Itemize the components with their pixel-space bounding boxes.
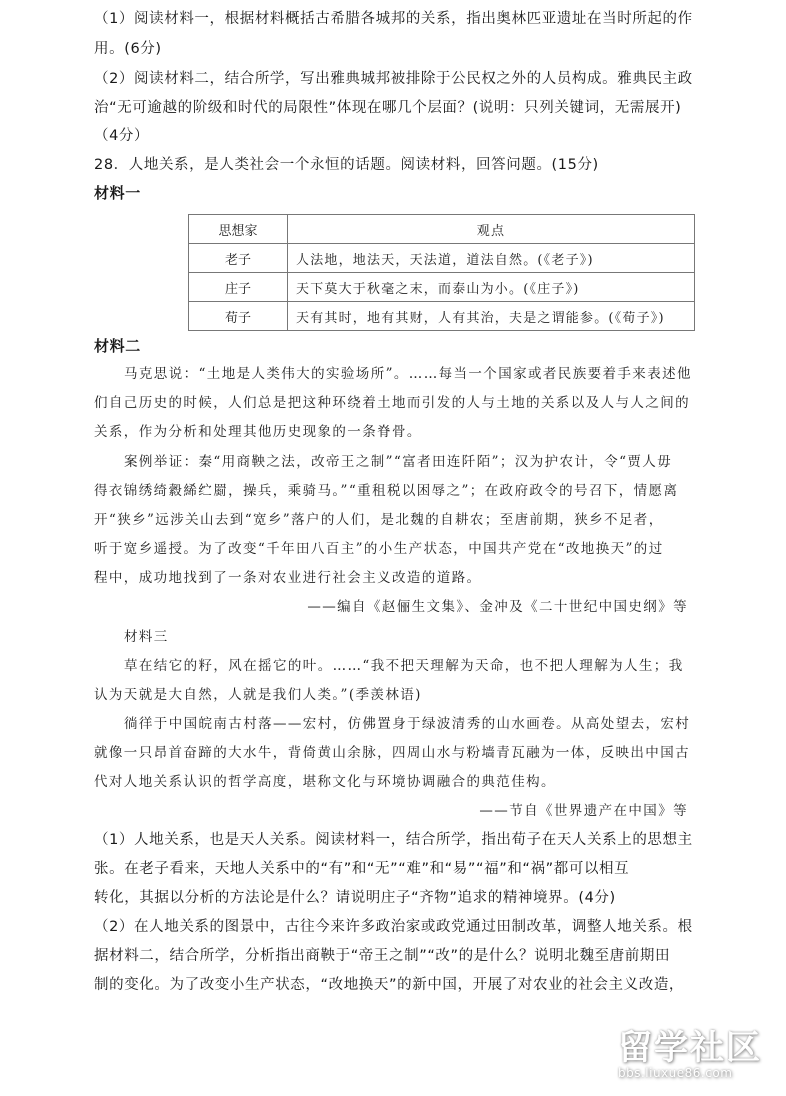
- q28-sub1-line: （1）人地关系，也是天人关系。阅读材料一，结合所学，指出荀子在天人关系上的思想主: [94, 832, 693, 848]
- watermark-logo-text: 留学社区: [618, 1028, 762, 1068]
- table-header-thinker: 思想家: [189, 215, 288, 244]
- table-row: [189, 244, 695, 273]
- table-cell-thinker: 庄子: [189, 273, 288, 302]
- material2-line: 马克思说：“土地是人类伟大的实验场所”。……每当一个国家或者民族要着手来表述他: [124, 366, 692, 382]
- material3-heading: 材料三: [124, 629, 169, 645]
- material2-line: 们自己历史的时候，人们总是把这种环绕着土地而引发的人与土地的关系以及人与人之间的: [94, 395, 690, 411]
- q28-sub2-line: （2）在人地关系的图景中，古往今来许多政治家或政党通过田制改革，调整人地关系。根: [94, 919, 693, 935]
- table-cell-viewpoint: 天下莫大于秋毫之末，而泰山为小。(《庄子》): [288, 273, 695, 302]
- table-cell-viewpoint: 天有其时，地有其财，人有其治，夫是之谓能参。(《荀子》): [288, 302, 695, 331]
- table-header-row: [189, 215, 695, 244]
- q27-sub1-line1: （1）阅读材料一，根据材料概括古希腊各城邦的关系，指出奥林匹亚遗址在当时所起的作: [94, 11, 693, 27]
- site-watermark: [618, 1030, 778, 1090]
- q27-sub2-line2: 治“无可逾越的阶级和时代的局限性”体现在哪几个层面？(说明：只列关键词，无需展开): [94, 100, 682, 116]
- material3-line: 认为天就是大自然，人就是我们人类。”(季羡林语): [94, 687, 422, 703]
- q27-sub2-line3: （4分）: [94, 128, 150, 144]
- material2-heading: 材料二: [94, 337, 141, 355]
- q28-sub1-line: 张。在老子看来，天地人关系中的“有”和“无”“难”和“易”“福”和“祸”都可以相互: [94, 861, 630, 877]
- material1-heading: 材料一: [94, 184, 141, 202]
- material2-line: 关系，作为分析和处理其他历史现象的一条脊骨。: [94, 424, 422, 440]
- q28-stem: 28．人地关系，是人类社会一个永恒的话题。阅读材料，回答问题。(15分): [94, 157, 599, 173]
- q28-sub2-line: 制的变化。为了改变小生产状态，“改地换天”的新中国，开展了对农业的社会主义改造，: [94, 977, 685, 993]
- material2-line: 听于宽乡遥授。为了改变“千年田八百主”的小生产状态，中国共产党在“改地换天”的过: [94, 541, 664, 557]
- q27-sub2-line1: （2）阅读材料二，结合所学，写出雅典城邦被排除于公民权之外的人员构成。雅典民主政: [94, 71, 693, 87]
- material2-line: 程中，成功地找到了一条对农业进行社会主义改造的道路。: [94, 570, 482, 586]
- material3-line: 就像一只昂首奋蹄的大水牛，背倚黄山余脉，四周山水与粉墙青瓦融为一体，反映出中国古: [94, 745, 690, 761]
- material2-line: 开“狭乡”远涉关山去到“宽乡”落户的人们，是北魏的自耕农；至唐前期，狭乡不足者，: [94, 512, 664, 528]
- material3-line: 代对人地关系认识的哲学高度，堪称文化与环境协调融合的典范佳构。: [94, 774, 556, 790]
- material3-source: ——节自《世界遗产在中国》等: [479, 803, 688, 819]
- table-cell-thinker: 荀子: [189, 302, 288, 331]
- material2-line: 案例举证：秦“用商鞅之法，改帝王之制”“富者田连阡陌”；汉为护农计，令“贾人毋: [124, 454, 673, 470]
- table-cell-viewpoint: 人法地，地法天，天法道，道法自然。(《老子》): [288, 244, 695, 273]
- watermark-url: bbs.liuxue86.com: [618, 1066, 733, 1080]
- thinkers-table: [188, 214, 695, 331]
- material2-source: ——编自《赵俪生文集》、金冲及《二十世纪中国史纲》等: [307, 599, 688, 615]
- table-cell-thinker: 老子: [189, 244, 288, 273]
- material2-line: 得衣锦绣绮縠絺纻罽，操兵，乘骑马。”“重租税以困辱之”；在政府政令的号召下，情愿离: [94, 483, 679, 499]
- material3-line: 徜徉于中国皖南古村落——宏村，仿佛置身于绿波清秀的山水画卷。从高处望去，宏村: [124, 716, 691, 732]
- table-row: [189, 302, 695, 331]
- q28-sub1-line: 转化，其据以分析的方法论是什么？请说明庄子“齐物”追求的精神境界。(4分): [94, 890, 616, 906]
- q28-sub2-line: 据材料二，结合所学，分析指出商鞅于“帝王之制”“改”的是什么？说明北魏至唐前期田: [94, 948, 671, 964]
- material3-line: 草在结它的籽，风在摇它的叶。……“我不把天理解为天命，也不把人理解为人生；我: [124, 658, 684, 674]
- table-row: [189, 273, 695, 302]
- table-header-viewpoint: 观点: [288, 215, 695, 244]
- q27-sub1-line2: 用。(6分): [94, 41, 162, 57]
